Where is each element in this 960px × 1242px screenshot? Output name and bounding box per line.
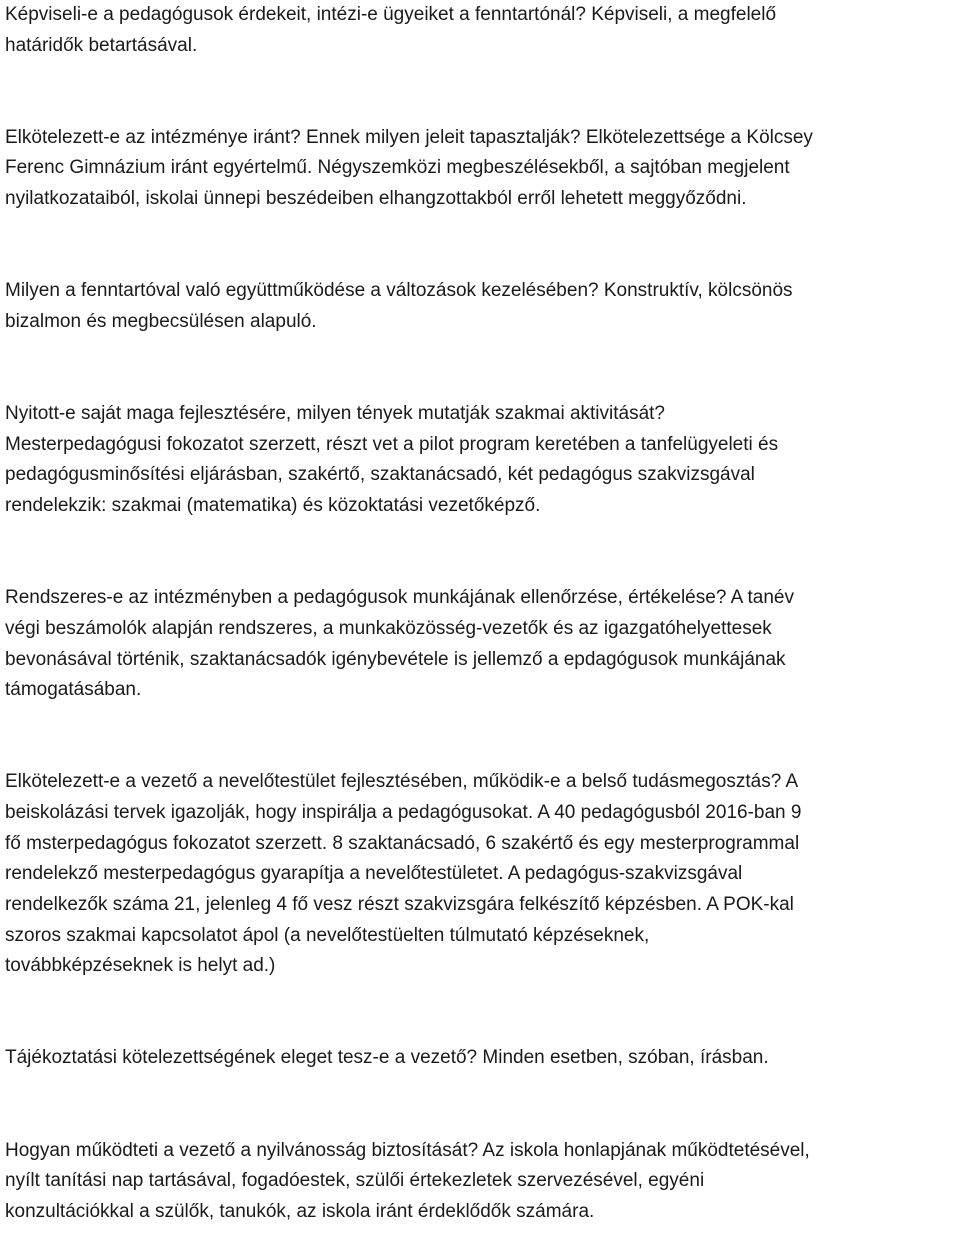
text-line: Nyitott-e saját maga fejlesztésére, milyen tények mutatják szakmai aktivitását? xyxy=(5,402,665,424)
paragraph-evaluation xyxy=(5,583,955,706)
text-line: Ferenc Gimnázium iránt egyértelmű. Négyszemközi megbeszélésekből, a sajtóban megjelent xyxy=(5,157,790,179)
text-line: továbbképzéseknek is helyt ad.) xyxy=(5,955,276,977)
text-line: határidők betartásával. xyxy=(5,34,198,56)
text-line: Tájékoztatási kötelezettségének eleget tesz-e a vezető? Minden esetben, szóban, írásban. xyxy=(5,1047,769,1069)
paragraph-information-duty xyxy=(5,1043,955,1074)
text-line: bizalmon és megbecsülésen alapuló. xyxy=(5,310,317,332)
text-line: pedagógusminősítési eljárásban, szakértő, szaktanácsadó, két pedagógus szakvizsgával xyxy=(5,464,755,486)
text-line: Elkötelezett-e az intézménye iránt? Ennek milyen jeleit tapasztalják? Elkötelezettsége a Kölcsey xyxy=(5,126,813,148)
text-line: végi beszámolók alapján rendszeres, a munkaközösség-vezetők és az igazgatóhelyettesek xyxy=(5,617,772,639)
paragraph-commitment xyxy=(5,123,955,215)
text-line: Képviseli-e a pedagógusok érdekeit, intézi-e ügyeiket a fenntartónál? Képviseli, a megfelelő xyxy=(5,4,777,25)
text-line: rendelekzik: szakmai (matematika) és közoktatási vezetőképző. xyxy=(5,495,541,517)
text-line: Rendszeres-e az intézményben a pedagógusok munkájának ellenőrzése, értékelése? A tanév xyxy=(5,587,795,609)
paragraph-staff-development xyxy=(5,767,955,982)
text-line: nyilatkozataiból, iskolai ünnepi beszédeiben elhangzottakból erről lehetett meggyőződni. xyxy=(5,188,747,210)
text-line: bevonásával történik, szaktanácsadók igénybevétele is jellemző a epdagógusok munkájának xyxy=(5,648,786,670)
document-page xyxy=(5,0,955,1228)
text-line: támogatásában. xyxy=(5,679,142,701)
text-line: beiskolázási tervek igazolják, hogy inspirálja a pedagógusokat. A 40 pedagógusból 2016-ban 9 xyxy=(5,801,802,823)
text-line: szoros szakmai kapcsolatot ápol (a nevelőtestüelten túlmutató képzéseknek, xyxy=(5,924,650,946)
text-line: nyílt tanítási nap tartásával, fogadóestek, szülői értekezletek szervezésével, egyéni xyxy=(5,1170,705,1192)
text-line: rendelekző mesterpedagógus gyarapítja a nevelőtestületet. A pedagógus-szakvizsgával xyxy=(5,863,743,885)
text-line: Hogyan működteti a vezető a nyilvánosság biztosítását? Az iskola honlapjának működtetésével, xyxy=(5,1139,810,1161)
text-line: konzultációkkal a szülők, tanukók, az iskola iránt érdeklődők számára. xyxy=(5,1200,595,1222)
text-line: fő msterpedagógus fokozatot szerzett. 8 szaktanácsadó, 6 szakértő és egy mesterprogrammal xyxy=(5,832,800,854)
paragraph-self-development xyxy=(5,399,955,522)
paragraph-publicity xyxy=(5,1136,955,1228)
paragraph-cooperation xyxy=(5,276,955,337)
text-line: Mesterpedagógusi fokozatot szerzett, részt vet a pilot program keretében a tanfelügyeleti és xyxy=(5,433,779,455)
text-line: rendelkezők száma 21, jelenleg 4 fő vesz részt szakvizsgára felkészítő képzésben. A POK-kal xyxy=(5,894,794,916)
text-line: Elkötelezett-e a vezető a nevelőtestület fejlesztésében, működik-e a belső tudásmegosztás? A xyxy=(5,771,799,793)
paragraph-representation xyxy=(5,0,955,61)
text-line: Milyen a fenntartóval való együttműködése a változások kezelésében? Konstruktív, kölcsönös xyxy=(5,280,793,302)
